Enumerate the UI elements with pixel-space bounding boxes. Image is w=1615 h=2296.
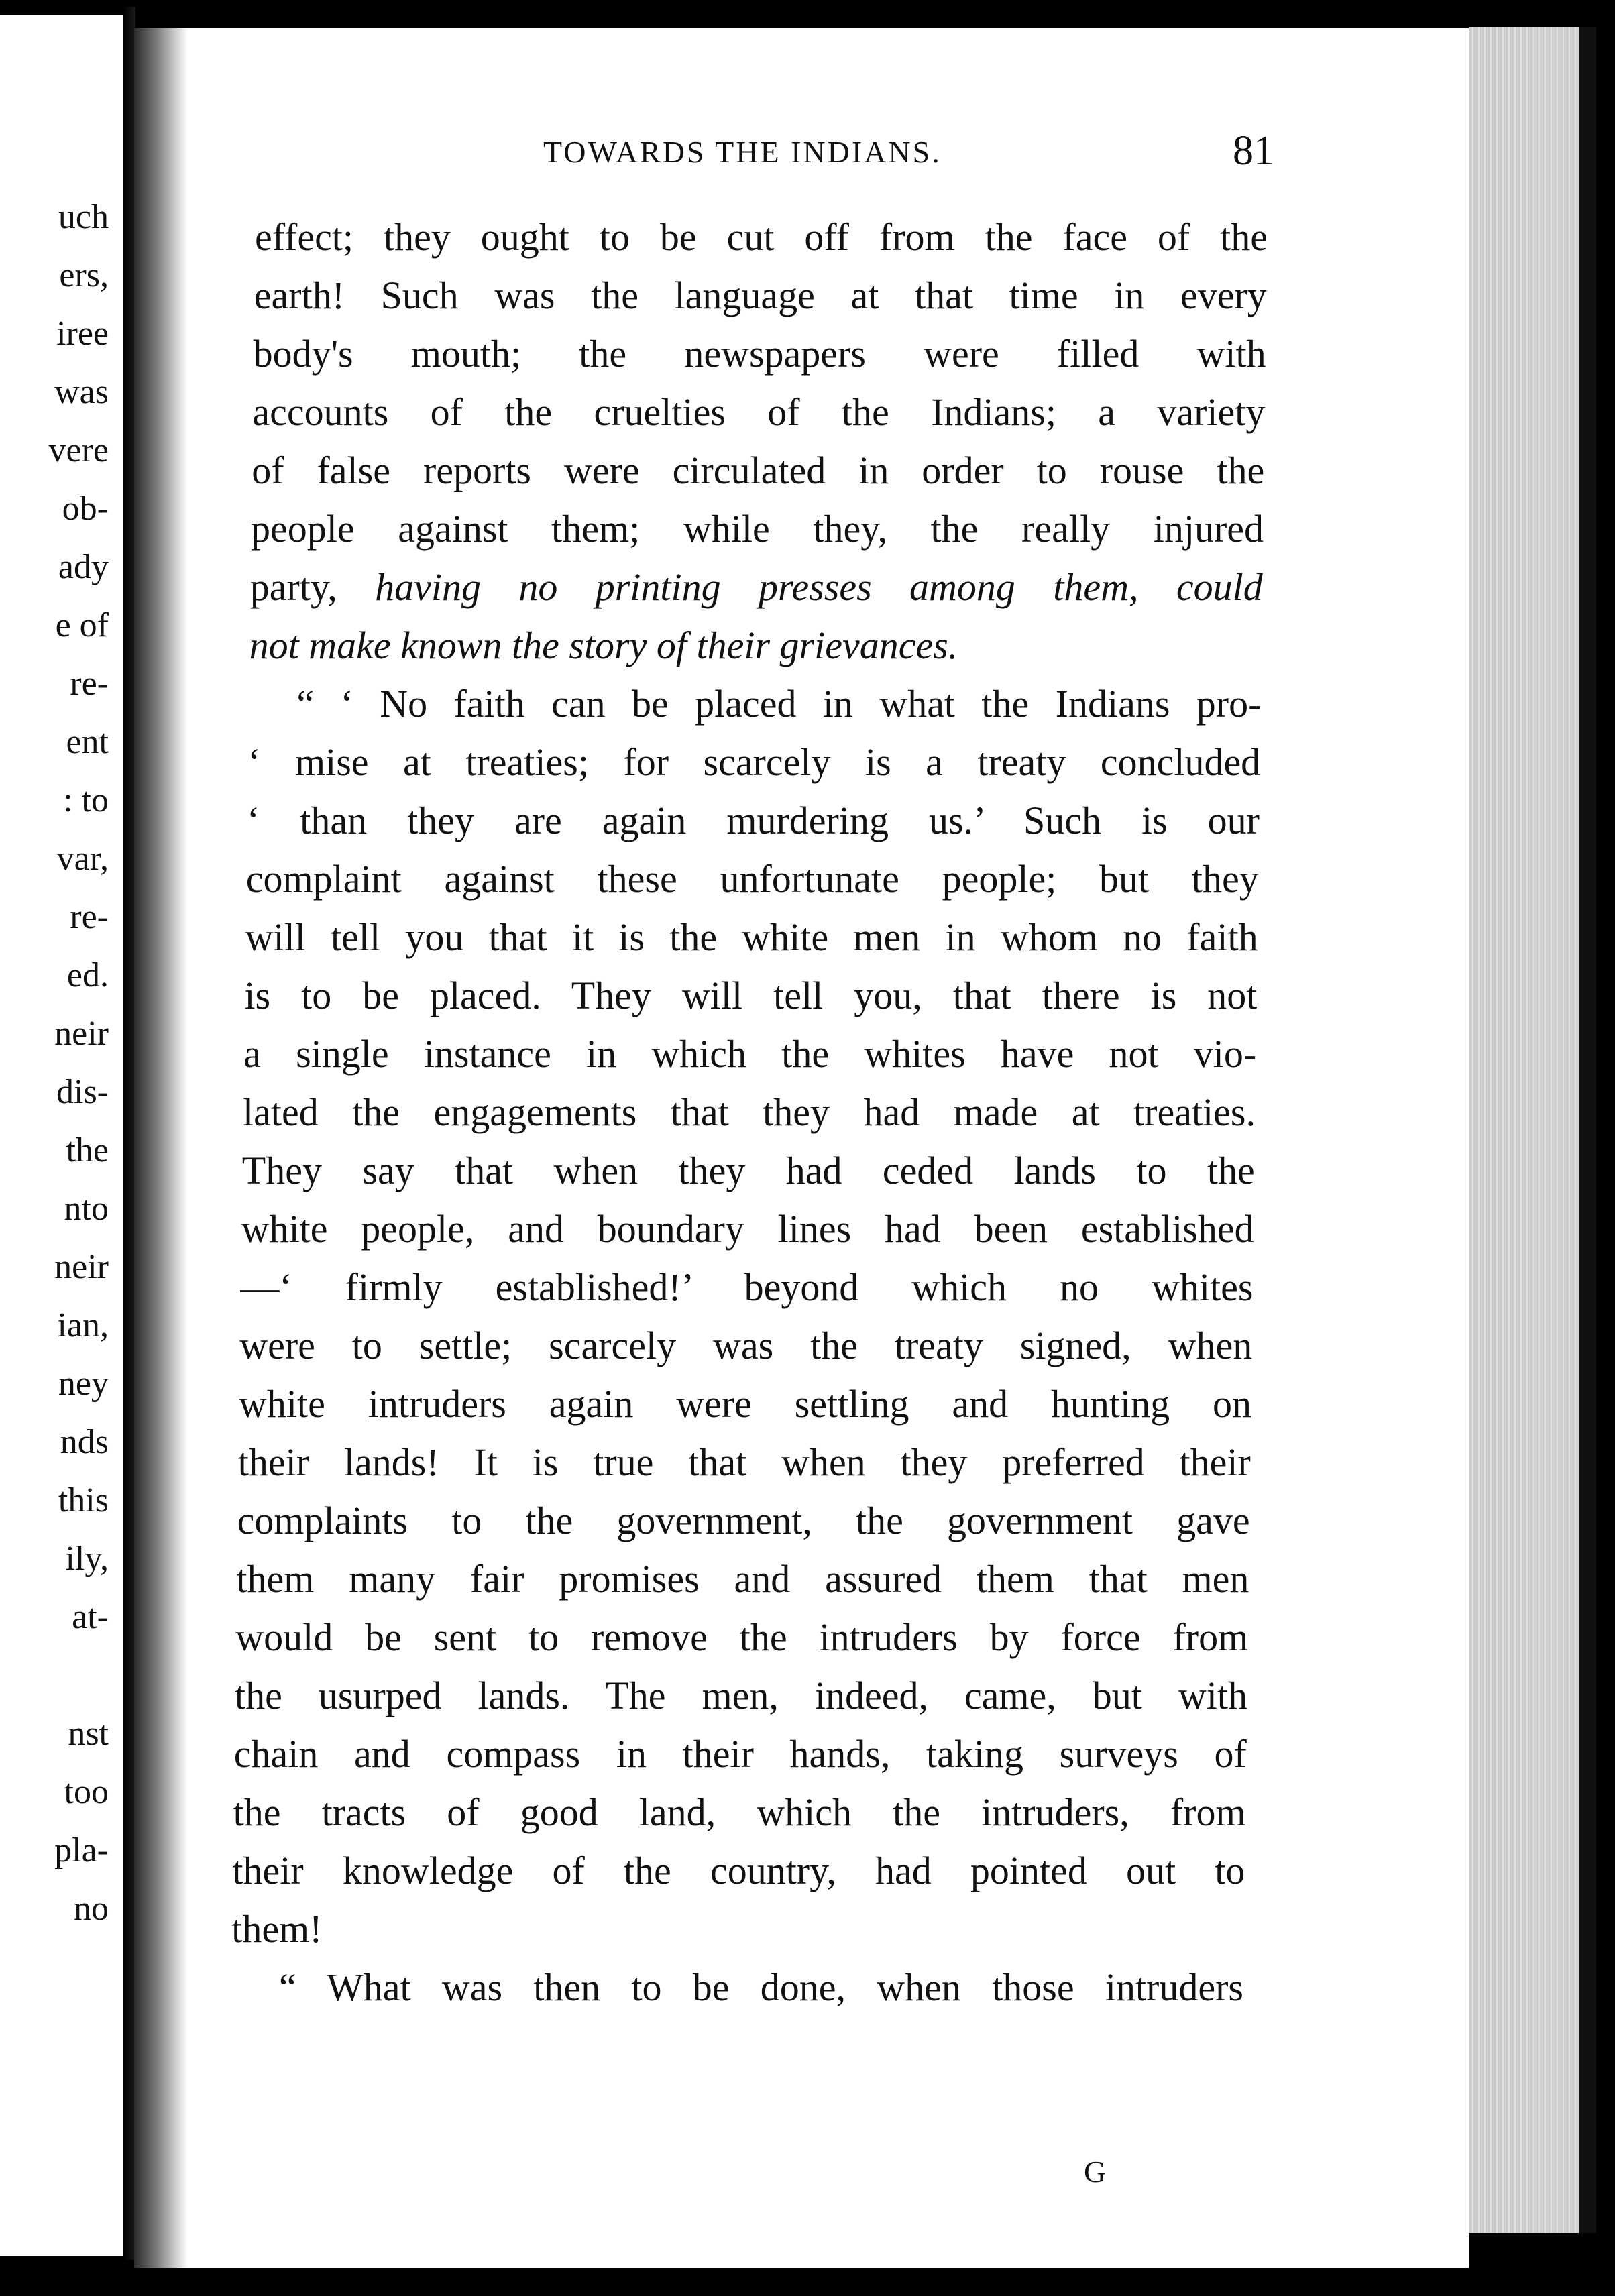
left-page-fragment: nto	[64, 1190, 109, 1228]
text-line: is to be placed. They will tell you, that there is not	[244, 974, 1258, 1017]
left-page-fragment: re-	[70, 898, 109, 936]
text-line: white people, and boundary lines had been established	[241, 1207, 1254, 1251]
binding-shadow	[134, 28, 188, 2268]
text-line-italic: having no printing presses among them, could	[375, 565, 1263, 609]
text-line: lated the engagements that they had made at treaties.	[243, 1090, 1256, 1134]
left-page-fragment: neir	[54, 1015, 109, 1053]
text-line: a single instance in which the whites have not vio-	[243, 1032, 1257, 1076]
left-page-fragment: nst	[68, 1715, 109, 1753]
page-number: 81	[1233, 128, 1274, 174]
text-line: complaints to the government, the government gave	[237, 1499, 1250, 1542]
text-line	[250, 558, 1263, 616]
text-line: body's mouth; the newspapers were filled with	[253, 332, 1266, 376]
page-edges	[1469, 27, 1596, 2233]
left-page-fragment: no	[74, 1890, 109, 1928]
left-page-fragment: ney	[58, 1365, 109, 1403]
left-page-fragment: neir	[54, 1248, 109, 1286]
text-line: were to settle; scarcely was the treaty signed, when	[239, 1324, 1253, 1367]
text-line: them!	[231, 1907, 323, 1951]
left-page-fragment: ed.	[66, 956, 109, 994]
text-line: them many fair promises and assured them that men	[236, 1557, 1249, 1601]
left-page-fragment: the	[66, 1131, 109, 1169]
text-line: They say that when they had ceded lands to the	[241, 1149, 1255, 1192]
left-page-fragment: re-	[70, 665, 109, 703]
text-line: earth! Such was the language at that time in every	[254, 274, 1267, 317]
text-line: complaint against these unfortunate people; but they	[245, 857, 1259, 901]
left-page-fragment: uch	[58, 198, 109, 236]
text-line: accounts of the cruelties of the Indians; a variety	[252, 390, 1266, 434]
left-page-fragment: nds	[60, 1423, 109, 1461]
left-page-fragment: was	[54, 373, 109, 411]
text-line: ‘ mise at treaties; for scarcely is a treaty concluded	[247, 740, 1261, 784]
text-line: of false reports were circulated in order to rouse the	[252, 449, 1265, 492]
left-page-fragment: ady	[58, 548, 109, 586]
text-line: would be sent to remove the intruders by force from	[235, 1615, 1249, 1659]
left-page-fragment: e of	[55, 606, 109, 644]
left-page-fragment: at-	[72, 1598, 109, 1636]
left-page-fragment: dis-	[56, 1073, 109, 1111]
text-line: will tell you that it is the white men in whom no faith	[245, 915, 1258, 959]
text-line: the usurped lands. The men, indeed, came, but with	[235, 1674, 1247, 1717]
left-facing-page	[0, 15, 123, 2256]
left-page-fragment: iree	[56, 314, 109, 353]
left-page-fragment: ers,	[59, 256, 109, 294]
text-line: not make known the story of their grievances.	[249, 624, 958, 667]
running-head	[543, 127, 1301, 174]
text-line: their knowledge of the country, had pointed out to	[232, 1849, 1245, 1892]
body-text	[231, 208, 1268, 2016]
text-line: the tracts of good land, which the intruders, from	[233, 1790, 1246, 1834]
text-line: “ ‘ No faith can be placed in what the Indians pro-	[296, 682, 1262, 726]
text-line: their lands! It is true that when they preferred their	[237, 1440, 1251, 1484]
text-line: people against them; while they, the really injured	[251, 507, 1264, 551]
left-page-fragment: ily,	[65, 1540, 109, 1578]
text-line: effect; they ought to be cut off from the face of the	[255, 215, 1268, 259]
text-line-plain: party,	[249, 565, 376, 609]
left-page-fragment: ob-	[62, 490, 109, 528]
left-page-fragment: ian,	[57, 1306, 109, 1344]
left-page-fragment: pla-	[54, 1831, 109, 1870]
left-page-fragment: var,	[56, 840, 109, 878]
left-page-fragment: ent	[66, 723, 109, 761]
text-line: —‘ firmly established!’ beyond which no whites	[240, 1265, 1254, 1309]
left-page-fragment: this	[58, 1481, 109, 1519]
text-line: white intruders again were settling and hunting on	[239, 1382, 1251, 1426]
left-page-fragment: : to	[63, 781, 109, 819]
running-head-title: TOWARDS THE INDIANS.	[543, 135, 942, 169]
text-line: ‘ than they are again murdering us.’ Such is our	[247, 799, 1260, 842]
left-page-fragment: too	[64, 1773, 109, 1811]
left-page-text-fragments	[0, 15, 123, 2256]
text-line: chain and compass in their hands, taking surveys of	[233, 1732, 1247, 1776]
signature-mark: G	[1084, 2155, 1107, 2189]
left-page-fragment: vere	[48, 431, 109, 469]
text-line: “ What was then to be done, when those intruders	[279, 1965, 1243, 2009]
